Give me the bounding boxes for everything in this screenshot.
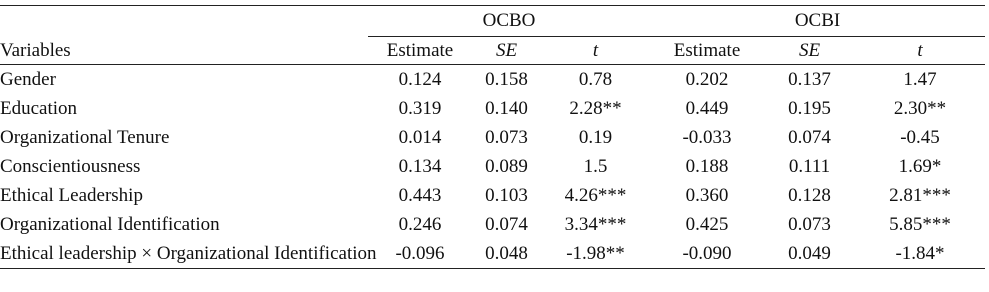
ocbi-t-cell: 2.81***: [889, 185, 951, 206]
ocbi-estimate-cell: 0.202: [685, 69, 729, 90]
ocbi-se-cell: 0.074: [788, 127, 831, 148]
column-header-ocbo-se: SE: [472, 37, 541, 65]
row-variable: Organizational Identification: [0, 214, 220, 235]
column-header-ocbi-t: t: [855, 37, 985, 65]
ocbo-estimate-cell: 0.246: [398, 214, 442, 235]
ocbo-t-cell: 3.34***: [564, 214, 627, 235]
ocbi-se-cell: 0.049: [764, 239, 855, 269]
ocbo-se-cell: 0.089: [485, 156, 528, 177]
ocbi-estimate-cell: 0.188: [685, 156, 729, 177]
column-header-variables: Variables: [0, 37, 368, 65]
group-header-row: [0, 6, 985, 37]
ocbo-se-cell: 0.158: [485, 69, 528, 90]
ocbi-t-cell: -0.45: [900, 127, 940, 148]
ocbi-se-cell: 0.137: [788, 69, 831, 90]
ocbo-estimate-cell: 0.134: [398, 156, 442, 177]
ocbo-estimate-cell: 0.443: [398, 185, 442, 206]
row-variable: Organizational Tenure: [0, 127, 170, 148]
ocbo-t-cell: 1.5: [583, 156, 608, 177]
table-row: [0, 65, 985, 95]
ocbo-se-cell: 0.073: [485, 127, 528, 148]
column-header-ocbi-estimate: Estimate: [650, 37, 764, 65]
table-row: [0, 210, 985, 239]
ocbo-se-cell: 0.074: [485, 214, 528, 235]
ocbo-t-cell: 0.19: [578, 127, 613, 148]
column-header-ocbi-se: SE: [764, 37, 855, 65]
ocbi-estimate-cell: -0.090: [650, 239, 764, 269]
header-corner: [0, 6, 368, 37]
row-variable: Ethical leadership × Organizational Identification: [0, 239, 368, 269]
row-variable: Ethical Leadership: [0, 185, 143, 206]
ocbi-t-cell: 1.69*: [898, 156, 942, 177]
ocbi-estimate-cell: 0.360: [685, 185, 729, 206]
ocbi-se-cell: 0.195: [788, 98, 831, 119]
table-row: [0, 123, 985, 152]
ocbi-se-cell: 0.111: [788, 156, 831, 177]
ocbi-t-cell: -1.84*: [855, 239, 985, 269]
ocbo-t-cell: -1.98**: [541, 239, 650, 269]
ocbi-se-cell: 0.073: [788, 214, 831, 235]
ocbo-se-cell: 0.048: [472, 239, 541, 269]
ocbo-estimate-cell: 0.014: [398, 127, 442, 148]
column-header-ocbo-estimate: Estimate: [368, 37, 472, 65]
group-header-ocbi: OCBI: [650, 6, 985, 37]
ocbi-se-cell: 0.128: [788, 185, 831, 206]
ocbo-estimate-cell: -0.096: [368, 239, 472, 269]
table-row: [0, 239, 985, 269]
ocbo-se-cell: 0.103: [485, 185, 528, 206]
ocbi-t-cell: 2.30**: [893, 98, 947, 119]
table-row: [0, 152, 985, 181]
ocbo-estimate-cell: 0.319: [398, 98, 442, 119]
group-header-ocbo: OCBO: [368, 6, 650, 37]
column-header-ocbo-t: t: [541, 37, 650, 65]
ocbo-t-cell: 0.78: [578, 69, 613, 90]
ocbo-estimate-cell: 0.124: [398, 69, 442, 90]
ocbi-t-cell: 5.85***: [889, 214, 951, 235]
row-variable: Education: [0, 98, 78, 119]
column-header-row: [0, 37, 985, 65]
ocbi-t-cell: 1.47: [903, 69, 937, 90]
ocbo-t-cell: 4.26***: [564, 185, 627, 206]
row-variable: Conscientiousness: [0, 156, 141, 177]
ocbo-se-cell: 0.140: [485, 98, 528, 119]
table-row: [0, 94, 985, 123]
regression-table: [0, 5, 985, 269]
ocbo-t-cell: 2.28**: [569, 98, 622, 119]
row-variable: Gender: [0, 69, 56, 90]
ocbi-estimate-cell: 0.449: [685, 98, 729, 119]
ocbi-estimate-cell: -0.033: [682, 127, 732, 148]
ocbi-estimate-cell: 0.425: [685, 214, 729, 235]
table-row: [0, 181, 985, 210]
